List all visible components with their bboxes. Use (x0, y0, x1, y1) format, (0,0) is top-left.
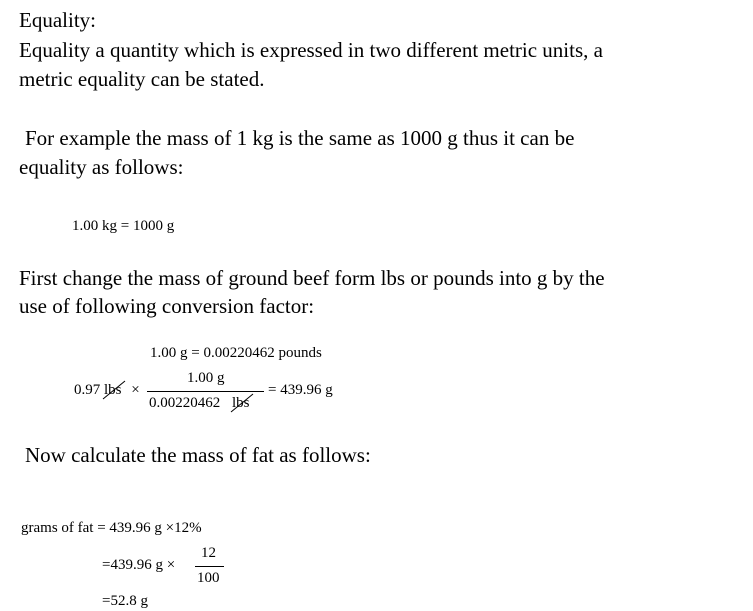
start-value: 0.97 (74, 382, 101, 398)
heading: Equality: (19, 8, 96, 32)
fat-fraction-bar (195, 566, 224, 567)
cancel-strike-icon (229, 392, 255, 414)
equation-kg-to-g: 1.00 kg = 1000 g (72, 218, 175, 234)
lbs-unit-label: lbs (104, 382, 122, 398)
paragraph-4: Now calculate the mass of fat as follows: (25, 443, 371, 467)
lbs-unit-label-denominator: lbs (232, 395, 250, 411)
denominator-value: 0.00220462 (149, 395, 221, 411)
paragraph-2-line-1: For example the mass of 1 kg is the same as 1000 g thus it can be (25, 126, 575, 150)
fraction-numerator: 1.00 g (187, 370, 225, 386)
paragraph-2-line-2: equality as follows: (19, 155, 184, 179)
fraction-denominator (149, 396, 250, 411)
conversion-factor-line: 1.00 g = 0.00220462 pounds (150, 345, 322, 361)
fat-fraction-numerator: 12 (201, 545, 216, 561)
paragraph-1-line-1: Equality a quantity which is expressed in two different metric units, a (19, 38, 603, 62)
paragraph-3-line-2: use of following conversion factor: (19, 294, 315, 318)
fat-equation-result: =52.8 g (102, 593, 148, 609)
cancelled-lbs (104, 383, 122, 398)
paragraph-3-line-1: First change the mass of ground beef form lbs or pounds into g by the (19, 266, 605, 290)
paragraph-1-line-2: metric equality can be stated. (19, 67, 265, 91)
conversion-start-value (74, 383, 140, 398)
times-sign: × (131, 382, 140, 398)
fat-equation-line-2-prefix: =439.96 g × (102, 557, 176, 573)
fat-equation-line-1: grams of fat = 439.96 g ×12% (21, 520, 202, 536)
cancelled-lbs-denominator (232, 396, 250, 411)
cancel-strike-icon (101, 379, 127, 401)
fat-fraction-denominator: 100 (197, 570, 220, 586)
conversion-result: = 439.96 g (268, 382, 333, 398)
